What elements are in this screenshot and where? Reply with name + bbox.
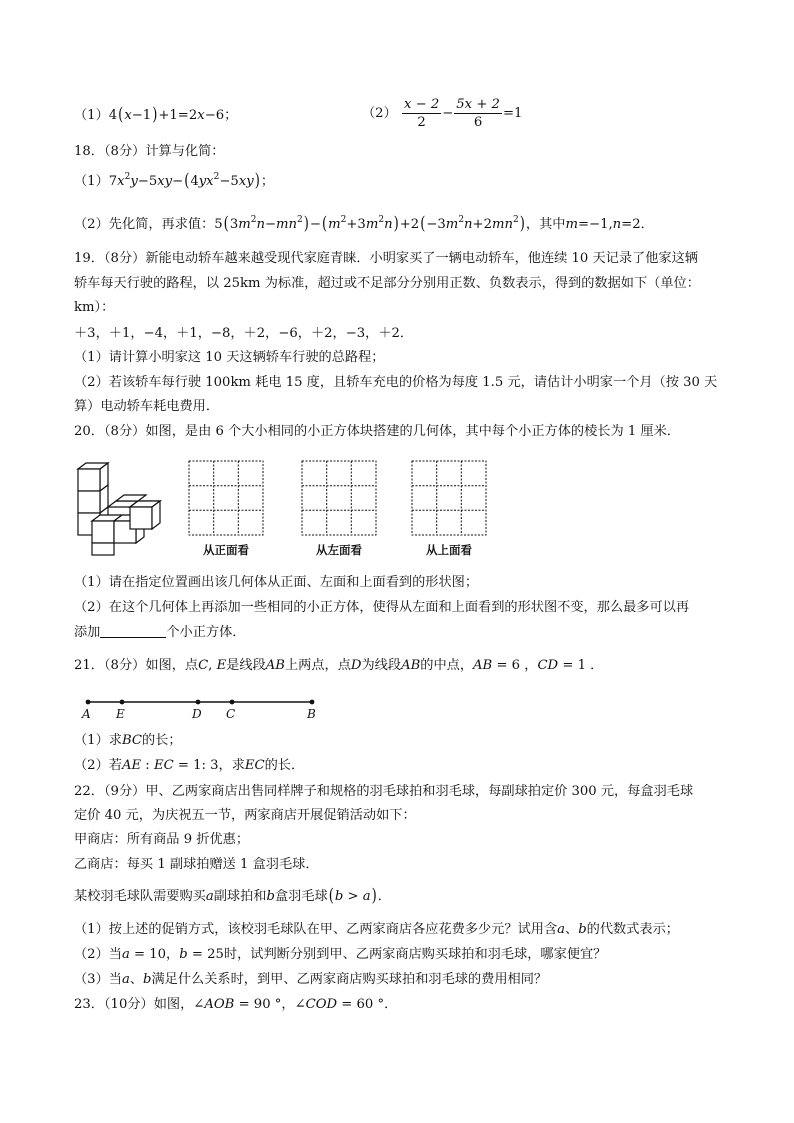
q19-part2a: （2）若该轿车每行驶 100km 耗电 15 度，且轿车充电的价格为每度 1.5 元，请估计小明家一个月（按 30 天 <box>74 375 718 390</box>
point-label-b: B <box>307 707 316 721</box>
q19-part2b: 算）电动轿车耗电费用． <box>74 399 220 414</box>
q22-shop-b: 乙商店：每买 1 副球拍赠送 1 盒羽毛球． <box>74 857 319 872</box>
q22-part2: （2）当a = 10，b = 25时，试判断分别到甲、乙两家商店购买球拍和羽毛球，哪家便宜？ <box>74 947 607 962</box>
q19-line1: 19．（8分）新能电动轿车越来越受现代家庭青睐．小明家买了一辆电动轿车，他连续 10 天记录了他家这辆 <box>74 251 698 266</box>
q22-shop-a: 甲商店：所有商品 9 折优惠； <box>74 832 250 847</box>
answer-blank <box>100 623 166 638</box>
q17-part1: （1）4(x−1)+1=2x−6； <box>74 105 238 126</box>
q18-heading: 18．（8分）计算与化简： <box>74 144 225 159</box>
grid-label-top: 从上面看 <box>426 543 472 557</box>
q22-part1: （1）按上述的促销方式，该校羽毛球队在甲、乙两家商店各应花费多少元？试用含a、b的代数式表示； <box>74 922 679 937</box>
q20-heading: 20．（8分）如图，是由 6 个大小相同的小正方体块搭建的几何体，其中每个小正方体的棱长为 1 厘米． <box>74 424 680 439</box>
q21-heading: 21．（8分）如图，点C, E是线段AB上两点，点D为线段AB的中点，AB = 6 ，CD = 1 ． <box>74 658 604 673</box>
q21-segment-figure <box>74 694 334 722</box>
grid-label-front: 从正面看 <box>203 543 249 557</box>
q18-part1: $(1)7x^2y-5xy-(4yx^2-5xy)$； <box>74 171 275 192</box>
q20-part2b: 添加 个小正方体． <box>74 625 246 640</box>
q23-heading: 23．（10分）如图，∠AOB = 90 °，∠COD = 60 °． <box>74 997 398 1012</box>
point-label-d: D <box>192 707 202 721</box>
grid-front <box>189 461 263 535</box>
grid-left <box>302 461 376 535</box>
q22-part3: （3）当a、b满足什么关系时，到甲、乙两家商店购买球拍和羽毛球的费用相同？ <box>74 972 548 987</box>
q19-part1: （1）请计算小明家这 10 天这辆轿车行驶的总路程； <box>74 350 385 365</box>
q21-part1: （1）求BC的长； <box>74 733 182 748</box>
q19-line2: 轿车每天行驶的路程，以 25km 为标准，超过或不足部分分别用正数、负数表示，得到的数据如下（单位： <box>74 276 700 291</box>
q17-part2: （2） $\frac{x - 2}{2}$ − $\frac{5x + 2}{6}$ =1 <box>362 97 523 130</box>
q22-line2: 定价 40 元，为庆祝五一节，两家商店开展促销活动如下： <box>74 808 416 823</box>
point-label-e: E <box>116 707 125 721</box>
q20-part1: （1）请在指定位置画出该几何体从正面、左面和上面看到的形状图； <box>74 575 479 590</box>
q18-part2: （2）先化简，再求值：$5(3m^2n-mn^2)-(m^2+3m^2n)+2(-3m^2n+2mn^2)$，其中m=−1,n=2． <box>74 214 654 235</box>
q20-part2a: （2）在这个几何体上再添加一些相同的小正方体，使得从左面和上面看到的形状图不变，那么最多可以再 <box>74 600 690 615</box>
grid-top <box>412 461 486 535</box>
q22-line1: 22．（9分）甲、乙两家商店出售同样牌子和规格的羽毛球拍和羽毛球，每副球拍定价 300 元，每盒羽毛球 <box>74 784 694 799</box>
q21-part2: （2）若AE : EC = 1: 3，求EC的长． <box>74 758 305 773</box>
point-label-c: C <box>226 707 236 721</box>
grid-label-left: 从左面看 <box>316 543 362 557</box>
q19-line3: km）： <box>74 300 115 315</box>
point-label-a: A <box>82 707 91 721</box>
cube-solid <box>78 463 160 555</box>
q19-data: ＋3，＋1，−4，＋1，−8，＋2，−6，＋2，−3，＋2． <box>74 326 414 341</box>
q22-need: 某校羽毛球队需要购买a副球拍和b盒羽毛球(b > a)． <box>74 886 391 907</box>
